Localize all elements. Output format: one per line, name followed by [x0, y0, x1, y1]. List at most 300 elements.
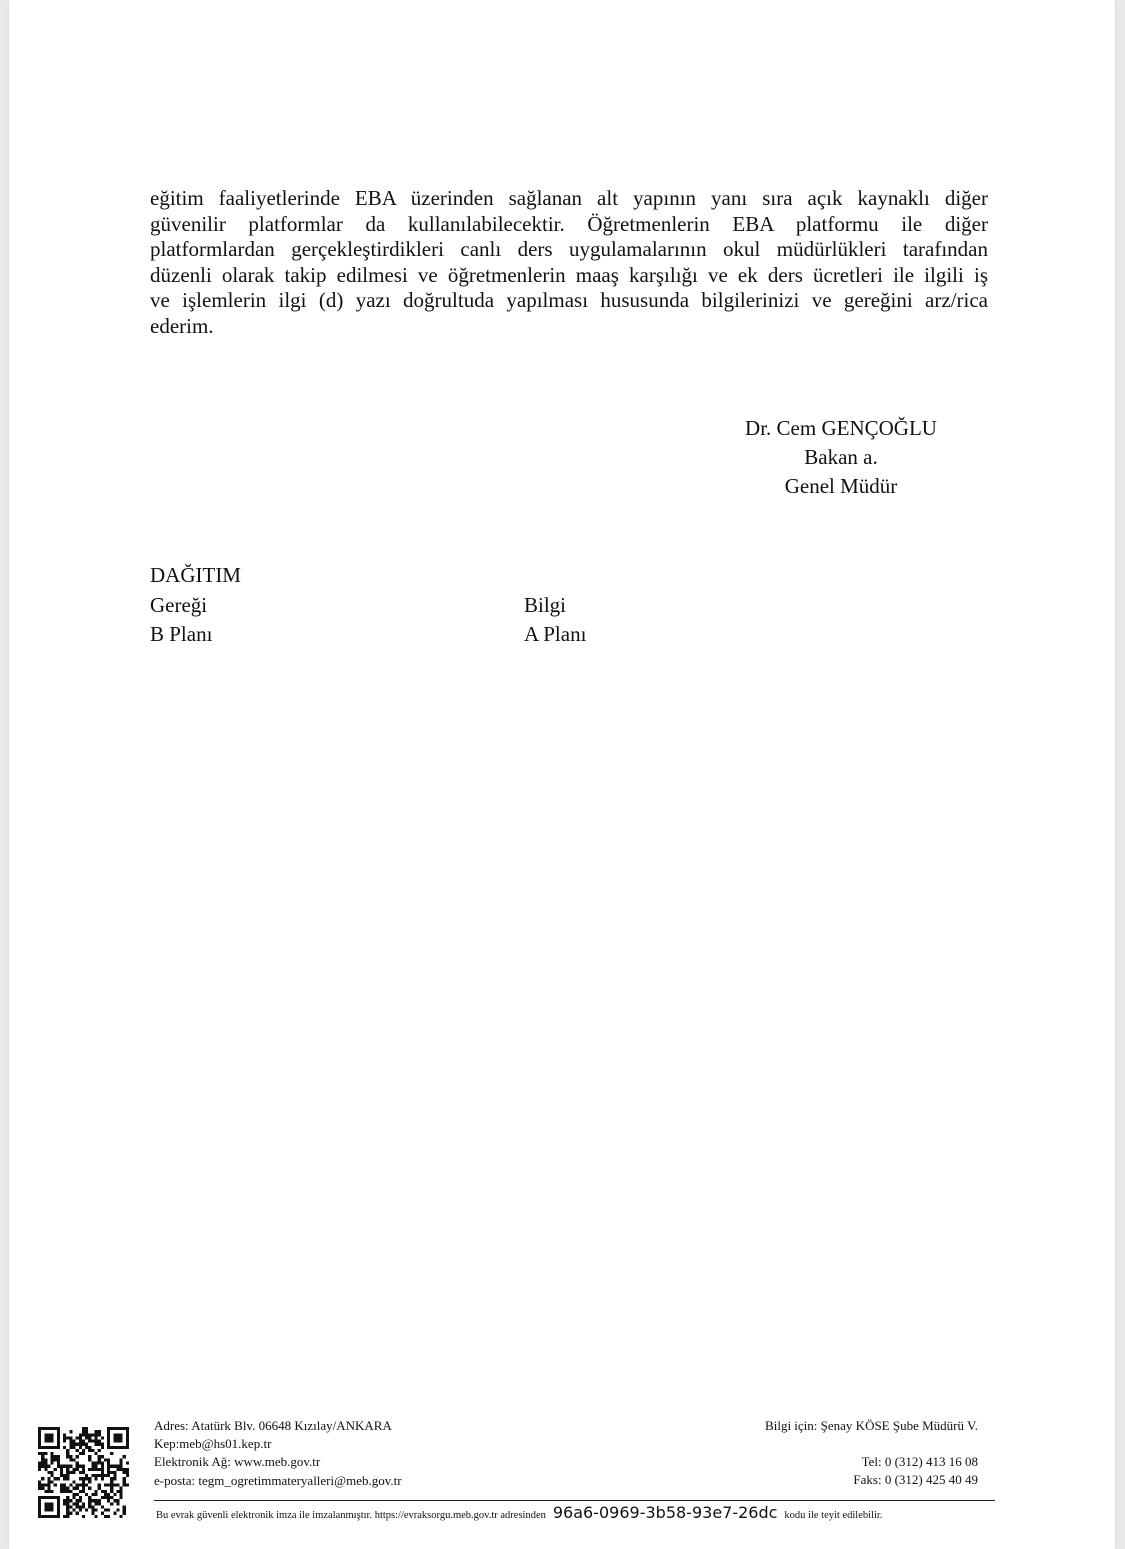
- qr-module: [73, 1446, 76, 1449]
- qr-module: [44, 1458, 47, 1461]
- footer-tel: Tel: 0 (312) 413 16 08: [861, 1454, 978, 1470]
- qr-module: [88, 1436, 91, 1439]
- qr-module: [85, 1430, 88, 1433]
- qr-module: [116, 1433, 119, 1436]
- qr-module: [47, 1480, 50, 1483]
- qr-module: [82, 1433, 85, 1436]
- qr-module: [113, 1465, 116, 1468]
- qr-module: [76, 1493, 79, 1496]
- document-page: [9, 0, 1115, 1549]
- qr-module: [107, 1427, 110, 1430]
- qr-module: [85, 1509, 88, 1512]
- qr-module: [94, 1499, 97, 1502]
- qr-module: [126, 1474, 129, 1477]
- qr-module: [113, 1499, 116, 1502]
- qr-module: [79, 1477, 82, 1480]
- qr-module: [79, 1440, 82, 1443]
- qr-code-icon: [38, 1427, 129, 1518]
- qr-module: [107, 1483, 110, 1486]
- qr-module: [63, 1502, 66, 1505]
- footer-address: Adres: Atatürk Blv. 06648 Kızılay/ANKARA: [154, 1418, 392, 1433]
- qr-module: [57, 1509, 60, 1512]
- qr-module: [54, 1468, 57, 1471]
- qr-module: [85, 1427, 88, 1430]
- qr-module: [79, 1483, 82, 1486]
- qr-module: [60, 1490, 63, 1493]
- qr-module: [73, 1443, 76, 1446]
- qr-module: [88, 1499, 91, 1502]
- qr-module: [104, 1458, 107, 1461]
- qr-module: [107, 1509, 110, 1512]
- qr-module: [120, 1468, 123, 1471]
- qr-module: [94, 1436, 97, 1439]
- qr-module: [101, 1490, 104, 1493]
- body-line: güvenilir platformlar da kullanılabilecektir. Öğretmenlerin EBA platformu ile diğer: [150, 211, 988, 236]
- qr-module: [76, 1502, 79, 1505]
- qr-module: [94, 1433, 97, 1436]
- qr-module: [66, 1490, 69, 1493]
- qr-module: [51, 1515, 54, 1518]
- qr-module: [98, 1502, 101, 1505]
- qr-module: [41, 1462, 44, 1465]
- qr-module: [91, 1433, 94, 1436]
- qr-module: [120, 1487, 123, 1490]
- qr-module: [73, 1496, 76, 1499]
- qr-module: [79, 1446, 82, 1449]
- qr-module: [110, 1446, 113, 1449]
- qr-module: [66, 1499, 69, 1502]
- qr-module: [38, 1465, 41, 1468]
- qr-module: [126, 1471, 129, 1474]
- qr-module: [38, 1483, 41, 1486]
- qr-module: [82, 1483, 85, 1486]
- qr-module: [82, 1430, 85, 1433]
- qr-module: [116, 1499, 119, 1502]
- qr-module: [57, 1443, 60, 1446]
- qr-module: [113, 1493, 116, 1496]
- qr-module: [123, 1509, 126, 1512]
- qr-module: [73, 1502, 76, 1505]
- qr-module: [57, 1512, 60, 1515]
- qr-module: [47, 1483, 50, 1486]
- qr-module: [107, 1433, 110, 1436]
- qr-module: [101, 1471, 104, 1474]
- qr-module: [47, 1515, 50, 1518]
- qr-module: [51, 1505, 54, 1508]
- qr-module: [38, 1499, 41, 1502]
- qr-module: [85, 1474, 88, 1477]
- qr-module: [47, 1502, 50, 1505]
- qr-module: [47, 1496, 50, 1499]
- qr-module: [94, 1509, 97, 1512]
- qr-module: [66, 1487, 69, 1490]
- qr-module: [69, 1471, 72, 1474]
- qr-module: [73, 1480, 76, 1483]
- qr-module: [88, 1496, 91, 1499]
- qr-module: [94, 1440, 97, 1443]
- qr-module: [79, 1505, 82, 1508]
- qr-module: [54, 1455, 57, 1458]
- qr-module: [44, 1440, 47, 1443]
- qr-module: [57, 1465, 60, 1468]
- qr-module: [85, 1493, 88, 1496]
- qr-module: [91, 1462, 94, 1465]
- qr-module: [88, 1468, 91, 1471]
- qr-module: [104, 1515, 107, 1518]
- qr-module: [79, 1433, 82, 1436]
- qr-module: [120, 1465, 123, 1468]
- qr-module: [69, 1458, 72, 1461]
- footer-kep: Kep:meb@hs01.kep.tr: [154, 1436, 272, 1452]
- qr-module: [76, 1465, 79, 1468]
- qr-module: [101, 1496, 104, 1499]
- qr-module: [98, 1449, 101, 1452]
- qr-module: [98, 1458, 101, 1461]
- body-line: düzenli olarak takip edilmesi ve öğretmenlerin maaş karşılığı ve ek ders ücretleri ile ilgili iş: [150, 262, 988, 287]
- qr-module: [107, 1443, 110, 1446]
- qr-module: [79, 1499, 82, 1502]
- qr-module: [116, 1446, 119, 1449]
- qr-module: [76, 1505, 79, 1508]
- qr-module: [66, 1452, 69, 1455]
- qr-module: [47, 1427, 50, 1430]
- qr-module: [91, 1449, 94, 1452]
- qr-module: [76, 1487, 79, 1490]
- qr-module: [98, 1462, 101, 1465]
- qr-module: [91, 1440, 94, 1443]
- qr-module: [57, 1427, 60, 1430]
- qr-module: [66, 1471, 69, 1474]
- qr-module: [116, 1427, 119, 1430]
- qr-module: [60, 1487, 63, 1490]
- qr-module: [69, 1455, 72, 1458]
- qr-module: [73, 1468, 76, 1471]
- qr-module: [110, 1483, 113, 1486]
- distribution-col1-value: B Planı: [150, 622, 213, 646]
- qr-module: [98, 1499, 101, 1502]
- qr-module: [120, 1490, 123, 1493]
- qr-module: [104, 1483, 107, 1486]
- qr-module: [76, 1449, 79, 1452]
- qr-module: [79, 1436, 82, 1439]
- footer-web: Elektronik Ağ: www.meb.gov.tr: [154, 1454, 321, 1470]
- footer-fax: Faks: 0 (312) 425 40 49: [853, 1472, 978, 1488]
- qr-module: [113, 1471, 116, 1474]
- qr-module: [82, 1465, 85, 1468]
- qr-module: [116, 1490, 119, 1493]
- qr-module: [107, 1468, 110, 1471]
- qr-module: [66, 1449, 69, 1452]
- qr-module: [88, 1505, 91, 1508]
- qr-module: [123, 1483, 126, 1486]
- qr-module: [76, 1443, 79, 1446]
- qr-module: [66, 1474, 69, 1477]
- qr-module: [91, 1493, 94, 1496]
- qr-module: [107, 1474, 110, 1477]
- qr-module: [107, 1496, 110, 1499]
- qr-module: [120, 1440, 123, 1443]
- qr-module: [41, 1458, 44, 1461]
- qr-module: [94, 1468, 97, 1471]
- qr-module: [91, 1468, 94, 1471]
- qr-module: [57, 1462, 60, 1465]
- qr-module: [79, 1496, 82, 1499]
- qr-module: [126, 1436, 129, 1439]
- qr-module: [94, 1462, 97, 1465]
- qr-module: [88, 1449, 91, 1452]
- qr-module: [41, 1487, 44, 1490]
- qr-module: [101, 1512, 104, 1515]
- qr-module: [47, 1436, 50, 1439]
- qr-module: [94, 1474, 97, 1477]
- qr-module: [47, 1433, 50, 1436]
- qr-module: [44, 1502, 47, 1505]
- qr-module: [73, 1493, 76, 1496]
- qr-module: [101, 1468, 104, 1471]
- qr-module: [69, 1430, 72, 1433]
- qr-module: [76, 1499, 79, 1502]
- qr-module: [110, 1465, 113, 1468]
- qr-module: [82, 1440, 85, 1443]
- qr-module: [94, 1515, 97, 1518]
- qr-module: [91, 1509, 94, 1512]
- qr-module: [101, 1443, 104, 1446]
- qr-module: [57, 1515, 60, 1518]
- qr-module: [66, 1512, 69, 1515]
- qr-module: [88, 1433, 91, 1436]
- qr-module: [38, 1430, 41, 1433]
- qr-module: [104, 1490, 107, 1493]
- qr-module: [60, 1471, 63, 1474]
- qr-module: [94, 1493, 97, 1496]
- qr-module: [91, 1512, 94, 1515]
- qr-module: [63, 1483, 66, 1486]
- qr-module: [44, 1433, 47, 1436]
- qr-module: [79, 1490, 82, 1493]
- qr-module: [91, 1465, 94, 1468]
- qr-module: [88, 1446, 91, 1449]
- qr-module: [69, 1490, 72, 1493]
- qr-module: [51, 1509, 54, 1512]
- qr-module: [66, 1455, 69, 1458]
- qr-module: [51, 1490, 54, 1493]
- qr-module: [120, 1462, 123, 1465]
- distribution-col1-header: Gereği: [150, 592, 208, 617]
- qr-module: [69, 1483, 72, 1486]
- qr-module: [51, 1433, 54, 1436]
- qr-module: [79, 1465, 82, 1468]
- qr-module: [69, 1443, 72, 1446]
- qr-module: [66, 1502, 69, 1505]
- qr-module: [123, 1427, 126, 1430]
- qr-module: [120, 1515, 123, 1518]
- qr-module: [54, 1483, 57, 1486]
- qr-module: [57, 1458, 60, 1461]
- qr-module: [57, 1430, 60, 1433]
- qr-module: [44, 1490, 47, 1493]
- qr-module: [44, 1468, 47, 1471]
- qr-module: [101, 1446, 104, 1449]
- qr-module: [51, 1446, 54, 1449]
- qr-module: [88, 1455, 91, 1458]
- qr-module: [88, 1502, 91, 1505]
- qr-module: [44, 1446, 47, 1449]
- qr-module: [85, 1446, 88, 1449]
- qr-module: [41, 1483, 44, 1486]
- footer-info-contact: Bilgi için: Şenay KÖSE Şube Müdürü V.: [765, 1418, 978, 1433]
- qr-module: [110, 1490, 113, 1493]
- qr-module: [123, 1471, 126, 1474]
- qr-module: [107, 1462, 110, 1465]
- qr-module: [82, 1452, 85, 1455]
- qr-module: [63, 1477, 66, 1480]
- qr-module: [44, 1505, 47, 1508]
- qr-module: [107, 1458, 110, 1461]
- qr-module: [66, 1509, 69, 1512]
- qr-module: [104, 1493, 107, 1496]
- qr-module: [73, 1471, 76, 1474]
- qr-module: [69, 1446, 72, 1449]
- qr-module: [126, 1446, 129, 1449]
- qr-module: [88, 1458, 91, 1461]
- distribution-heading: DAĞITIM: [150, 563, 241, 587]
- qr-module: [110, 1487, 113, 1490]
- signatory-name: Dr. Cem GENÇOĞLU: [745, 416, 937, 440]
- qr-module: [47, 1505, 50, 1508]
- qr-module: [85, 1436, 88, 1439]
- qr-module: [98, 1487, 101, 1490]
- verification-code: 96a6-0969-3b58-93e7-26dc: [552, 1503, 778, 1522]
- qr-module: [116, 1502, 119, 1505]
- qr-module: [123, 1477, 126, 1480]
- qr-module: [110, 1452, 113, 1455]
- qr-module: [98, 1443, 101, 1446]
- qr-module: [94, 1465, 97, 1468]
- qr-module: [113, 1440, 116, 1443]
- qr-module: [120, 1458, 123, 1461]
- qr-module: [123, 1468, 126, 1471]
- qr-module: [63, 1515, 66, 1518]
- qr-module: [38, 1443, 41, 1446]
- qr-module: [82, 1480, 85, 1483]
- qr-module: [113, 1436, 116, 1439]
- qr-module: [63, 1487, 66, 1490]
- verification-line: [156, 1503, 882, 1522]
- qr-module: [66, 1505, 69, 1508]
- qr-module: [82, 1505, 85, 1508]
- qr-module: [110, 1496, 113, 1499]
- qr-module: [91, 1474, 94, 1477]
- qr-module: [60, 1468, 63, 1471]
- qr-module: [41, 1452, 44, 1455]
- qr-module: [66, 1468, 69, 1471]
- qr-module: [101, 1436, 104, 1439]
- qr-module: [104, 1496, 107, 1499]
- qr-module: [110, 1477, 113, 1480]
- qr-module: [79, 1471, 82, 1474]
- qr-module: [41, 1465, 44, 1468]
- qr-module: [107, 1471, 110, 1474]
- qr-module: [38, 1462, 41, 1465]
- qr-module: [54, 1458, 57, 1461]
- qr-module: [110, 1471, 113, 1474]
- qr-module: [38, 1427, 41, 1430]
- qr-module: [98, 1455, 101, 1458]
- verification-suffix: kodu ile teyit edilebilir.: [784, 1510, 883, 1521]
- qr-module: [57, 1440, 60, 1443]
- qr-module: [76, 1455, 79, 1458]
- qr-module: [107, 1493, 110, 1496]
- qr-module: [107, 1440, 110, 1443]
- qr-module: [82, 1468, 85, 1471]
- qr-module: [107, 1436, 110, 1439]
- qr-module: [101, 1455, 104, 1458]
- qr-module: [82, 1502, 85, 1505]
- qr-module: [79, 1443, 82, 1446]
- qr-module: [38, 1502, 41, 1505]
- qr-module: [116, 1483, 119, 1486]
- qr-module: [85, 1443, 88, 1446]
- qr-module: [94, 1502, 97, 1505]
- qr-module: [38, 1440, 41, 1443]
- signature-block: [699, 414, 983, 501]
- qr-module: [85, 1483, 88, 1486]
- qr-module: [110, 1502, 113, 1505]
- qr-module: [110, 1480, 113, 1483]
- qr-module: [66, 1436, 69, 1439]
- qr-module: [107, 1515, 110, 1518]
- qr-module: [88, 1440, 91, 1443]
- body-line: eğitim faaliyetlerinde EBA üzerinden sağlanan alt yapının yanı sıra açık kaynaklı diğer: [150, 186, 988, 210]
- qr-module: [38, 1480, 41, 1483]
- qr-module: [101, 1462, 104, 1465]
- qr-module: [66, 1465, 69, 1468]
- qr-module: [120, 1493, 123, 1496]
- qr-module: [57, 1477, 60, 1480]
- qr-module: [38, 1505, 41, 1508]
- qr-module: [98, 1440, 101, 1443]
- qr-module: [63, 1490, 66, 1493]
- qr-module: [69, 1440, 72, 1443]
- qr-module: [38, 1509, 41, 1512]
- qr-module: [123, 1512, 126, 1515]
- qr-module: [104, 1509, 107, 1512]
- qr-module: [57, 1436, 60, 1439]
- qr-module: [113, 1427, 116, 1430]
- qr-module: [94, 1443, 97, 1446]
- qr-module: [51, 1496, 54, 1499]
- qr-module: [63, 1465, 66, 1468]
- qr-module: [91, 1505, 94, 1508]
- distribution-col2-value: A Planı: [524, 622, 587, 646]
- qr-module: [51, 1458, 54, 1461]
- qr-module: [76, 1436, 79, 1439]
- footer-email: e-posta: tegm_ogretimmateryalleri@meb.gov.tr: [154, 1472, 402, 1488]
- footer-contact-left: [154, 1417, 402, 1490]
- qr-module: [41, 1496, 44, 1499]
- qr-module: [47, 1490, 50, 1493]
- qr-module: [126, 1433, 129, 1436]
- qr-module: [94, 1430, 97, 1433]
- qr-module: [126, 1483, 129, 1486]
- qr-module: [91, 1499, 94, 1502]
- qr-module: [79, 1509, 82, 1512]
- distribution-col2-header: Bilgi: [524, 592, 567, 617]
- qr-module: [110, 1427, 113, 1430]
- qr-module: [101, 1505, 104, 1508]
- qr-module: [82, 1515, 85, 1518]
- qr-module: [47, 1509, 50, 1512]
